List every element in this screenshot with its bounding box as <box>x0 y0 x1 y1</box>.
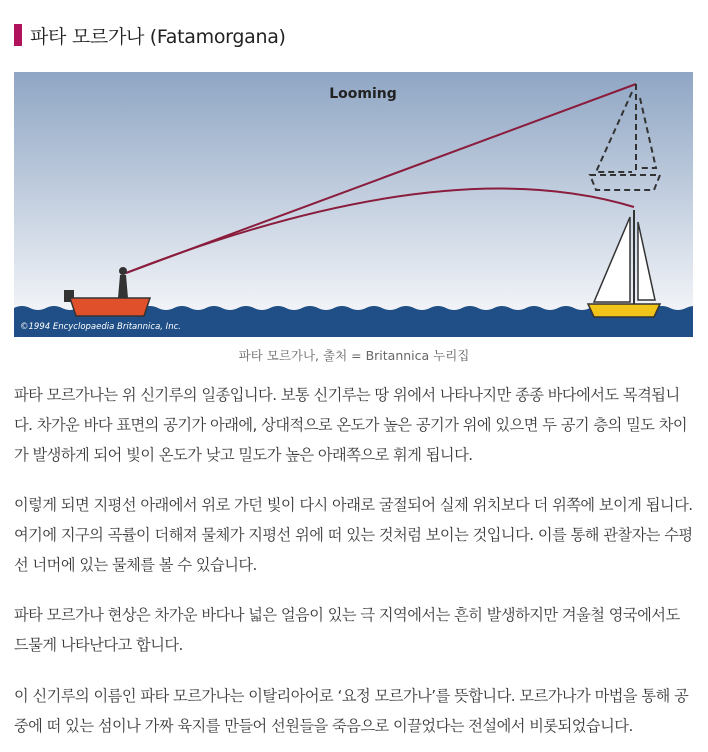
section-heading <box>14 22 286 48</box>
figure-title: Looming <box>329 86 397 102</box>
heading-title: 파타 모르가나 (Fatamorgana) <box>30 25 286 48</box>
figure-caption: 파타 모르가나, 출처 = Britannica 누리집 <box>238 348 470 363</box>
paragraph-4: 이 신기루의 이름인 파타 모르가나는 이탈리아어로 ‘요정 모르가나’를 뜻합니다. 모르가나가 마법을 통해 공중에 떠 있는 섬이나 가짜 육지를 만들어 선원들을 죽음으로 이끌었다는 전설에서 비롯되었습니다. <box>14 687 689 735</box>
sky <box>14 72 693 312</box>
paragraph-2: 이렇게 되면 지평선 아래에서 위로 가던 빛이 다시 아래로 굴절되어 실제 위치보다 더 위쪽에 보이게 됩니다. 여기에 지구의 곡률이 더해져 물체가 지평선 위에 떠 있는 것처럼 보이는 것입니다. 이를 통해 관찰자는 수평선 너머에 있는 물체를 볼 수 있습니다. <box>14 496 693 574</box>
paragraph-3: 파타 모르가나 현상은 차가운 바다나 넓은 얼음이 있는 극 지역에서는 흔히 발생하지만 겨울철 영국에서도 드물게 나타난다고 합니다. <box>14 606 680 654</box>
heading-accent-bar <box>14 24 22 46</box>
copyright-notice: ©1994 Encyclopaedia Britannica, Inc. <box>20 322 181 332</box>
looming-illustration <box>14 72 693 337</box>
paragraph-1: 파타 모르가나는 위 신기루의 일종입니다. 보통 신기루는 땅 위에서 나타나지만 종종 바다에서도 목격됩니다. 차가운 바다 표면의 공기가 아래에, 상대적으로 온도가 높은 공기가 위에 있으면 두 공기 층의 밀도 차이가 발생하게 되어 빛이 온도가 낮고 밀도가 높은 아래쪽으로 휘게 됩니다. <box>14 386 688 464</box>
